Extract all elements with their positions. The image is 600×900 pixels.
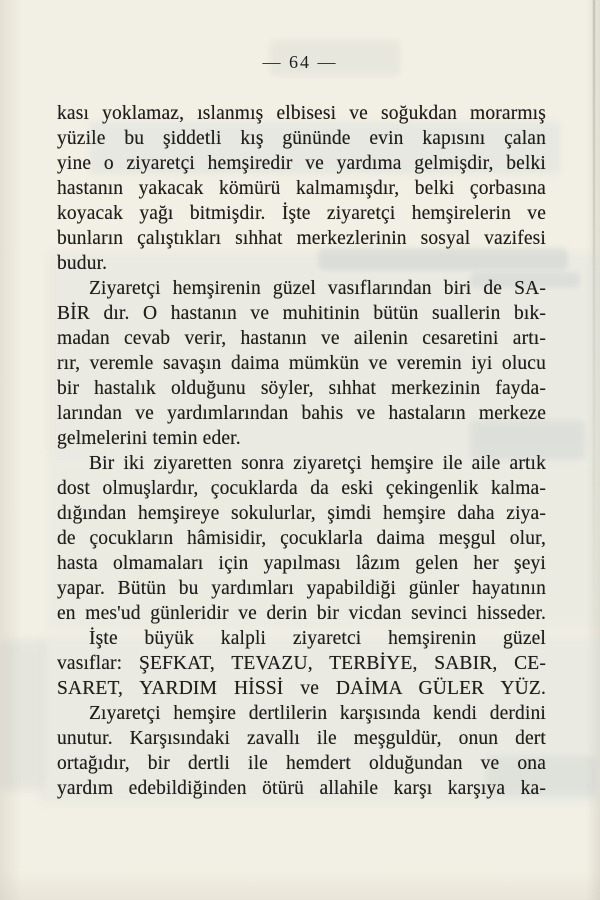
text-line: hasta olmamaları için yapılması lâzım gelen her şeyi [57, 553, 546, 574]
text-line: yine o ziyaretçi hemşiredir ve yardıma gelmişdir, belki [57, 153, 546, 174]
text-line: İşte büyük kalpli ziyaretci hemşirenin güzel [89, 628, 546, 649]
text-line: Zıyaretçi hemşire dertlilerin karşısında kendi derdini [89, 703, 546, 724]
page-edge-shadow [593, 0, 595, 630]
page-number: — 64 — [262, 52, 338, 72]
text-line: vasıflar: ŞEFKAT, TEVAZU, TERBİYE, SABIR, CE- [57, 653, 546, 674]
text-line: Ziyaretçi hemşirenin güzel vasıflarından biri de SA- [89, 278, 546, 299]
text-line: yapar. Bütün bu yardımları yapabildiği günler hayatının [57, 578, 546, 599]
text-line: bir hastalık olduğunu söyler, sıhhat merkezinin fayda- [57, 378, 546, 399]
text-line: SARET, YARDIM HİSSİ ve DAİMA GÜLER YÜZ. [57, 678, 546, 699]
text-line: en mes'ud günleridir ve derin bir vicdan sevinci hisseder. [57, 603, 546, 624]
text-line: madan cevab verir, hastanın ve ailenin cesaretini artı- [57, 328, 546, 349]
body-text [57, 101, 546, 801]
text-line: bunların çalıştıkları sıhhat merkezlerinin sosyal vazifesi [57, 228, 546, 249]
text-line: dığından hemşireye sokulurlar, şimdi hemşire daha ziya- [57, 503, 546, 524]
text-line: rır, veremle savaşın daima mümkün ve veremin iyi olucu [57, 353, 546, 374]
text-line: koyacak yağı bitmişdir. İşte ziyaretçi hemşirelerin ve [57, 203, 546, 224]
text-line: dost olmuşlardır, çocuklarda da eski çekingenlik kalma- [57, 478, 546, 499]
text-line: de çocukların hâmisidir, çocuklarla daima meşgul olur, [57, 528, 546, 549]
text-line: budur. [57, 253, 108, 274]
text-line: larından ve yardımlarından bahis ve hastaların merkeze [57, 403, 546, 424]
paragraph [57, 101, 546, 276]
text-line: Bir iki ziyaretten sonra ziyaretçi hemşire ile aile artık [89, 453, 546, 474]
text-line: hastanın yakacak kömürü kalmamışdır, belki çorbasına [57, 178, 546, 199]
paragraph [57, 451, 546, 626]
paragraph [57, 626, 546, 701]
text-line: yüzile bu şiddetli kış gününde evin kapısını çalan [57, 128, 546, 149]
text-line: unutur. Karşısındaki zavallı ile meşguldür, onun dert [57, 728, 546, 749]
bleed-through-smudge [0, 640, 45, 790]
text-line: ortağıdır, bir dertli ile hemdert olduğundan ve ona [57, 753, 546, 774]
text-line: kası yoklamaz, ıslanmış elbisesi ve soğukdan morarmış [57, 103, 546, 124]
paragraph [57, 701, 546, 801]
text-line: BİR dır. O hastanın ve muhitinin bütün suallerin bık- [57, 303, 546, 324]
text-line: gelmelerini temin eder. [57, 428, 241, 449]
paragraph [57, 276, 546, 451]
text-line: yardım edebildiğinden ötürü allahile karşı karşıya ka- [57, 778, 546, 799]
